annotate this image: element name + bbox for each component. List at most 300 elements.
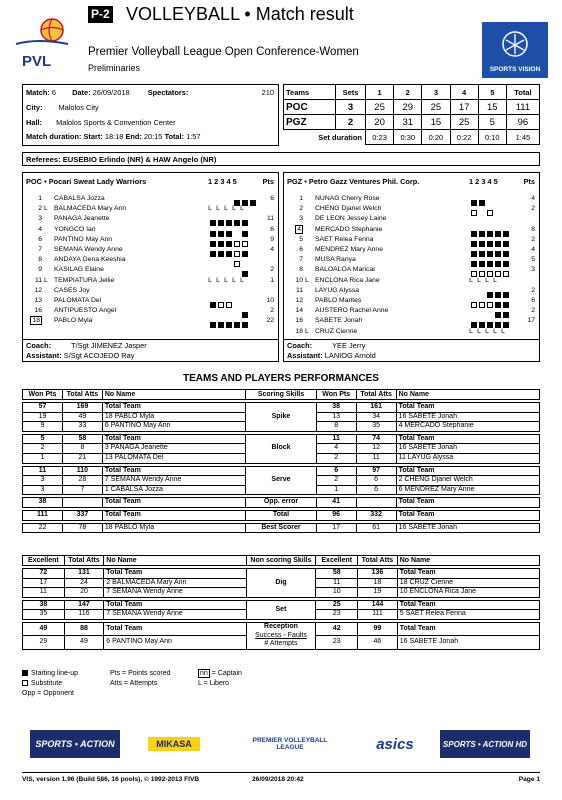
spectators-value: 210 <box>261 88 274 97</box>
left-player: 7 SEMANA Wendy Anne <box>104 610 246 620</box>
perf-header-cell: Total Atts <box>358 556 398 566</box>
right-value: 11 <box>316 578 358 588</box>
right-player: Total Team <box>396 510 539 520</box>
left-player: 2 BALMACEDA Mary Ann <box>104 578 246 588</box>
right-player: 10 ENCLONA Rica Jane <box>397 588 539 598</box>
set-duration-row: Set duration 0:23 0:30 0:20 0:22 0:10 1:45 <box>284 130 540 145</box>
right-attempts: 35 <box>356 422 396 432</box>
right-value: 10 <box>316 588 358 598</box>
libero-mark: L <box>224 276 228 284</box>
player-number-value: 5 <box>299 235 303 243</box>
libero-mark: L <box>485 276 489 284</box>
left-attempts: 131 <box>64 569 104 579</box>
right-value: 42 <box>316 622 358 635</box>
left-player: Total Team <box>102 466 245 476</box>
left-value: 72 <box>23 569 65 579</box>
perf-header-cell: Excellent <box>316 556 358 566</box>
player-number <box>26 266 42 273</box>
right-attempts: 19 <box>358 588 398 598</box>
sponsor-asics-logo: asics <box>376 735 414 753</box>
left-player: 6 PANTINO May Ann <box>102 422 245 432</box>
left-value: 19 <box>23 412 63 422</box>
left-value: 1 <box>23 453 63 463</box>
footer-version: VIS, version 1.96 (Build 586, 16 pools), © 1992-2013 FIVB <box>22 776 200 783</box>
set-participation <box>206 287 246 294</box>
left-player: Total Team <box>102 403 245 413</box>
player-number-value: 2 <box>38 205 42 213</box>
player-number-value: 18 <box>295 327 303 335</box>
sponsor-mikasa-logo: MIKASA <box>148 737 200 751</box>
player-points: 11 <box>266 215 274 223</box>
left-value: 3 <box>23 485 63 495</box>
player-name: LAYUG Alyssa <box>315 286 360 294</box>
skill-label: Block <box>271 444 291 452</box>
set-participation <box>206 205 246 212</box>
player-row <box>284 297 539 307</box>
player-row <box>23 287 278 297</box>
match-info-box: Match: 6 Date: 26/09/2018 Spectators: 210 City: Malolos City Hall: Malolos Sports & Convention Center Match duration: Start: 18:18 End: 20:15 Total: 1:57 <box>22 84 279 146</box>
right-player: 16 SABETE Jonah <box>396 412 539 422</box>
left-player: 7 SEMANA Wendy Anne <box>102 476 245 486</box>
left-attempts: 28 <box>62 476 102 486</box>
libero-mark: L <box>208 205 212 213</box>
left-value: 57 <box>23 403 63 413</box>
player-row <box>23 215 278 225</box>
player-number-value: 14 <box>295 307 303 315</box>
right-attempts: 46 <box>358 636 398 649</box>
right-attempts: 144 <box>358 600 398 610</box>
left-attempts: 169 <box>62 403 102 413</box>
right-value: 25 <box>316 600 358 610</box>
player-number <box>26 297 42 304</box>
right-player: 6 MENDREZ Mary Anne <box>396 485 539 495</box>
player-row <box>284 307 539 317</box>
set-participation <box>467 287 507 294</box>
player-points: 10 <box>266 297 274 304</box>
sponsor-s-plus-a-logo: SPORTS • ACTION <box>30 730 120 758</box>
player-name: PABLO Marites <box>315 297 362 304</box>
right-value: 23 <box>316 636 358 649</box>
left-value: 17 <box>23 578 65 588</box>
player-number-value: 11 <box>34 276 42 284</box>
set-participation <box>206 266 246 273</box>
left-player: 3 PANAGA Jeanette <box>102 444 245 454</box>
right-attempts: 74 <box>356 434 396 444</box>
player-points: 8 <box>531 225 535 233</box>
left-attempts: 21 <box>62 453 102 463</box>
left-value: 38 <box>23 600 65 610</box>
player-points: 22 <box>266 317 274 325</box>
player-number-value: 6 <box>299 246 303 253</box>
player-number <box>287 256 303 263</box>
skill-name <box>246 498 317 508</box>
left-player: 1 CABALSA Jozza <box>102 485 245 495</box>
set-participation <box>467 266 507 273</box>
player-name: MERCADO Stephanie <box>315 225 383 233</box>
left-value: 35 <box>23 610 65 620</box>
libero-mark: L <box>485 327 489 335</box>
player-number-value: 2 <box>299 205 303 213</box>
player-row <box>284 195 539 205</box>
player-number <box>287 236 303 243</box>
perf-header-cell: No Name <box>102 390 245 400</box>
player-number <box>287 266 303 273</box>
libero-flag: L <box>44 205 48 213</box>
skill-name <box>246 466 317 495</box>
player-row <box>284 215 539 225</box>
perf-title: TEAMS AND PLAYERS PERFORMANCES <box>183 373 379 384</box>
svg-text:SPORTS VISION: SPORTS VISION <box>489 66 541 73</box>
perf-header-cell: Total Atts <box>62 390 102 400</box>
player-number-value: 1 <box>299 195 303 202</box>
right-attempts: 18 <box>358 578 398 588</box>
player-row <box>23 195 278 205</box>
player-name: NUNAG Cherry Rose <box>315 195 380 202</box>
set-participation <box>467 277 507 284</box>
player-points: 2 <box>531 307 535 315</box>
left-player: Total Team <box>102 498 245 508</box>
perf-header-cell: No Name <box>396 390 539 400</box>
player-row <box>23 226 278 236</box>
legend-points: Pts = Points scored <box>110 670 171 677</box>
right-value: 58 <box>316 569 358 579</box>
set-participation <box>467 297 507 304</box>
score-row-pgz: PGZ 2 20 31 15 25 5 96 <box>284 115 540 130</box>
sports-vision-logo <box>482 22 548 78</box>
left-attempts: 49 <box>62 412 102 422</box>
set-participation <box>467 236 507 243</box>
player-points: 2 <box>531 205 535 213</box>
perf-header-row <box>23 556 540 566</box>
player-name: CRUZ Cienne <box>315 327 358 335</box>
skill-label: Opp. error <box>263 498 299 506</box>
player-points: 1 <box>270 276 274 284</box>
player-number <box>26 317 42 324</box>
player-name: CHENG Djanel Welch <box>315 205 382 213</box>
legend-starting: Starting line-up <box>22 670 78 677</box>
skill-label: Spike <box>271 412 291 420</box>
player-number <box>287 205 303 212</box>
player-points: 6 <box>531 297 535 304</box>
player-number-value: 6 <box>38 235 42 243</box>
skill-name <box>246 510 317 520</box>
player-name: ANTIPUESTO Angel <box>54 307 117 315</box>
left-attempts: 49 <box>64 636 104 649</box>
phase-label: Preliminaries <box>88 63 141 73</box>
set-participation <box>206 317 246 324</box>
set-participation <box>467 195 507 202</box>
player-name: SABETE Jonah <box>315 317 363 325</box>
perf-row <box>23 466 540 476</box>
player-row <box>284 205 539 215</box>
player-row <box>284 328 539 338</box>
legend-captain: nn = Captain <box>200 670 242 677</box>
set-participation <box>206 236 246 243</box>
perf-row <box>23 600 540 610</box>
libero-mark: L <box>216 205 220 213</box>
set-participation <box>467 317 507 324</box>
player-number <box>26 277 42 284</box>
skill-label: Total <box>272 510 290 518</box>
set-participation <box>206 256 246 263</box>
right-attempts: 111 <box>358 610 398 620</box>
right-player: Total Team <box>397 600 539 610</box>
right-player: 18 CRUZ Cienne <box>397 578 539 588</box>
skill-sublabel: Success - Faults <box>255 631 307 639</box>
roster-team-b: PGZ • Petro Gazz Ventures Phil. Corp. 1 2 3 4 5 Pts 1 NUNAG Cherry Rose 4 2 CHENG Djanel Welch 2 3 DE LEON Jessey Laine 4 MERCADO Stephanie 8 5 SAET Relea Ferina 2 6 MENDREZ Mary Anne 4 7 MUSA Ranya 5 8 BALOALOA Maricar 3 10 L ENCLONA Rica Jane L L L L 11 LAYUG Alyssa 2 12 PABLO Marites 6 14 AUSTERO Rachel Anne 2 16 SABETE Jonah 17 18 L CRUZ Cienne L L L L L Coach: YEE Jerry Assistant: LANIOG Arnold <box>283 172 540 362</box>
right-attempts: 332 <box>356 510 396 520</box>
player-row <box>284 317 539 327</box>
right-attempts: 136 <box>358 569 398 579</box>
player-number <box>26 226 42 233</box>
left-value: 49 <box>23 622 65 635</box>
perf-header-cell: No Name <box>397 556 539 566</box>
libero-mark: L <box>240 276 244 284</box>
skill-label: Reception <box>264 622 298 630</box>
left-player: 6 PANTINO May Ann <box>104 636 246 649</box>
player-name: CABALSA Jozza <box>54 195 105 202</box>
player-number <box>26 246 42 253</box>
player-number-value: 1 <box>38 195 42 202</box>
right-player: 5 SAET Relea Ferina <box>397 610 539 620</box>
player-row <box>23 205 278 215</box>
player-number-value: 7 <box>299 256 303 264</box>
skill-name <box>246 434 317 463</box>
left-player: Total Team <box>104 569 246 579</box>
player-points: 2 <box>270 266 274 274</box>
left-player: Total Team <box>102 510 245 520</box>
roster-team-a: POC • Pocari Sweat Lady Warriors 1 2 3 4 5 Pts 1 CABALSA Jozza 6 2 L BALMACEDA Mary Ann L L L L L 3 PANAGA Jeanette 11 4 YONGCO Iari 6 6 PANTINO May Ann 9 7 SEMANA Wendy Anne 4 8 ANDAYA Gena Keeshia 9 KASILAG Elaine 2 11 L TEMPIATURA Jellie L L L L L 1 12 CASES Joy 13 PALOMATA Del 10 16 ANTIPUESTO Angel 2 18 PABLO Myla 22 Coach: T/Sgt JIMENEZ Jasper Assistant: S/Sgt ACOJEDO Ray <box>22 172 279 362</box>
player-name: CASES Joy <box>54 286 90 294</box>
left-player: Total Team <box>104 600 246 610</box>
perf-row <box>23 622 540 635</box>
right-player: 2 CHENG Djanel Welch <box>396 476 539 486</box>
skill-name <box>246 569 316 598</box>
player-name: KASILAG Elaine <box>54 266 104 274</box>
player-number-value: 18 <box>32 317 40 325</box>
left-value: 38 <box>23 498 63 508</box>
player-number <box>26 307 42 314</box>
legend-opponent: Opp = Opponent <box>22 690 74 697</box>
right-value: 96 <box>316 510 356 520</box>
best-left-player: 18 PABLO Myla <box>102 523 245 533</box>
player-points: 9 <box>270 235 274 243</box>
player-number <box>287 328 303 335</box>
left-player: Total Team <box>102 434 245 444</box>
player-row <box>23 236 278 246</box>
best-right-attempts: 61 <box>356 523 396 533</box>
player-points: 5 <box>531 256 535 264</box>
scoring-skills-table <box>22 389 540 533</box>
best-scorer-label: Best Scorer <box>246 523 317 533</box>
right-attempts: 6 <box>356 476 396 486</box>
player-number <box>26 215 42 222</box>
perf-header-cell: Scoring Skills <box>246 390 317 400</box>
left-value: 29 <box>23 636 65 649</box>
best-right-player: 16 SABETE Jonah <box>396 523 539 533</box>
right-player: Total Team <box>397 569 539 579</box>
left-attempts: 7 <box>62 485 102 495</box>
right-player: Total Team <box>396 498 539 508</box>
set-participation <box>206 195 254 202</box>
player-number <box>26 256 42 263</box>
right-player: 16 SABETE Jonah <box>396 444 539 454</box>
set-participation <box>467 226 507 233</box>
left-attempts: 88 <box>64 622 104 635</box>
left-value: 5 <box>23 434 63 444</box>
player-name: YONGCO Iari <box>54 225 96 233</box>
left-attempts: 8 <box>62 444 102 454</box>
player-points: 2 <box>531 286 535 294</box>
player-points: 2 <box>270 307 274 315</box>
player-points: 4 <box>531 246 535 253</box>
player-points: 3 <box>531 266 535 274</box>
perf-header-cell: Excellent <box>23 556 65 566</box>
perf-row <box>23 498 540 508</box>
right-value: 2 <box>316 453 356 463</box>
legend-libero: L = Libero <box>198 680 230 687</box>
player-points: 17 <box>527 317 535 325</box>
set-participation <box>206 246 246 253</box>
player-row <box>284 266 539 276</box>
player-name: ANDAYA Gena Keeshia <box>54 256 126 264</box>
perf-header-cell: Non scoring Skills <box>246 556 316 566</box>
player-row <box>23 307 278 317</box>
player-number <box>287 215 303 222</box>
right-player: 16 SABETE Jonah <box>397 636 539 649</box>
skill-label: Dig <box>275 578 287 586</box>
best-scorer-row <box>23 523 540 533</box>
set-participation <box>206 226 246 233</box>
libero-mark: L <box>216 276 220 284</box>
pvl-logo <box>8 10 80 74</box>
footer-page: Page 1 <box>518 776 540 783</box>
player-name: TEMPIATURA Jellie <box>54 276 115 284</box>
libero-mark: L <box>240 205 244 213</box>
right-player: 11 LAYUG Alyssa <box>396 453 539 463</box>
left-value: 9 <box>23 422 63 432</box>
player-points: 6 <box>270 195 274 202</box>
right-value: 2 <box>316 476 356 486</box>
right-value: 41 <box>316 498 356 508</box>
perf-header-cell: Total Atts <box>64 556 104 566</box>
right-value: 11 <box>316 434 356 444</box>
sponsor-s-plus-a-hd-logo: SPORTS • ACTION HD <box>440 730 530 758</box>
libero-mark: L <box>493 327 497 335</box>
perf-header-cell: Won Pts <box>316 390 356 400</box>
right-attempts: 97 <box>356 466 396 476</box>
player-row <box>284 246 539 256</box>
player-row <box>284 277 539 287</box>
player-number-value: 4 <box>297 225 301 233</box>
player-number-value: 9 <box>38 266 42 274</box>
set-participation <box>206 277 246 284</box>
right-value: 1 <box>316 485 356 495</box>
player-points: 4 <box>270 246 274 253</box>
libero-mark: L <box>469 327 473 335</box>
player-number-value: 13 <box>34 297 42 304</box>
player-number-value: 3 <box>38 215 42 223</box>
left-value: 11 <box>23 588 65 598</box>
left-attempts: 24 <box>64 578 104 588</box>
left-value: 2 <box>23 444 63 454</box>
player-number-value: 3 <box>299 215 303 223</box>
perf-row <box>23 569 540 579</box>
set-participation <box>467 246 507 253</box>
left-player: 18 PABLO Myla <box>102 412 245 422</box>
libero-flag: L <box>305 276 309 284</box>
left-player: Total Team <box>104 622 246 635</box>
set-participation <box>206 297 246 304</box>
right-player: 4 MERCADO Stephanie <box>396 422 539 432</box>
set-participation <box>467 215 507 222</box>
skill-name <box>246 403 317 432</box>
legend-substitute: Substitute <box>22 680 62 687</box>
set-participation <box>467 256 507 263</box>
player-row <box>23 317 278 327</box>
referees-box: Referees: EUSEBIO Erlindo (NR) & HAW Angelo (NR) <box>22 152 540 166</box>
perf-row <box>23 434 540 444</box>
doc-title: VOLLEYBALL • Match result <box>126 4 354 24</box>
player-number <box>287 307 303 314</box>
player-number <box>287 246 303 253</box>
svg-text:PVL: PVL <box>22 53 52 70</box>
player-row <box>284 236 539 246</box>
player-row <box>23 297 278 307</box>
perf-header-cell: Won Pts <box>23 390 63 400</box>
player-number-value: 11 <box>295 286 303 294</box>
right-attempts: 11 <box>356 453 396 463</box>
player-points: 4 <box>531 195 535 202</box>
skill-label: Set <box>275 605 287 613</box>
skill-name <box>246 600 316 619</box>
best-right-points: 17 <box>316 523 356 533</box>
player-name: PANTINO May Ann <box>54 235 113 243</box>
perf-header-row <box>23 390 540 400</box>
libero-mark: L <box>493 276 497 284</box>
libero-flag: L <box>44 276 48 284</box>
player-name: ENCLONA Rica Jane <box>315 276 380 284</box>
libero-mark: L <box>477 276 481 284</box>
right-value: 6 <box>316 466 356 476</box>
legend-attempts: Atts = Attempts <box>110 680 158 687</box>
player-number-value: 16 <box>295 317 303 325</box>
right-attempts: 99 <box>358 622 398 635</box>
left-attempts: 337 <box>62 510 102 520</box>
left-value: 3 <box>23 476 63 486</box>
player-name: MUSA Ranya <box>315 256 356 264</box>
player-number <box>287 287 303 294</box>
player-number-value: 8 <box>299 266 303 274</box>
right-player: Total Team <box>396 403 539 413</box>
perf-row <box>23 510 540 520</box>
set-participation <box>467 205 507 212</box>
player-points: 6 <box>270 225 274 233</box>
player-name: PALOMATA Del <box>54 297 102 304</box>
player-number-value: 7 <box>38 246 42 253</box>
player-number-value: 16 <box>34 307 42 315</box>
best-left-points: 22 <box>23 523 63 533</box>
sponsor-pvl-logo: PREMIER VOLLEYBALL LEAGUE <box>252 737 328 751</box>
player-name: BALOALOA Maricar <box>315 266 376 274</box>
best-left-attempts: 78 <box>62 523 102 533</box>
left-attempts <box>62 498 102 508</box>
player-number <box>287 226 303 233</box>
non-scoring-skills-table <box>22 555 540 650</box>
score-table: Teams Sets 1 2 3 4 5 Total POC 3 25 29 25 17 15 111 PGZ 2 20 31 15 25 5 96 Set duration 0:23 0:30 0:20 0:22 0:10 1:45 <box>283 84 540 145</box>
left-attempts: 116 <box>64 610 104 620</box>
player-number <box>26 195 42 202</box>
